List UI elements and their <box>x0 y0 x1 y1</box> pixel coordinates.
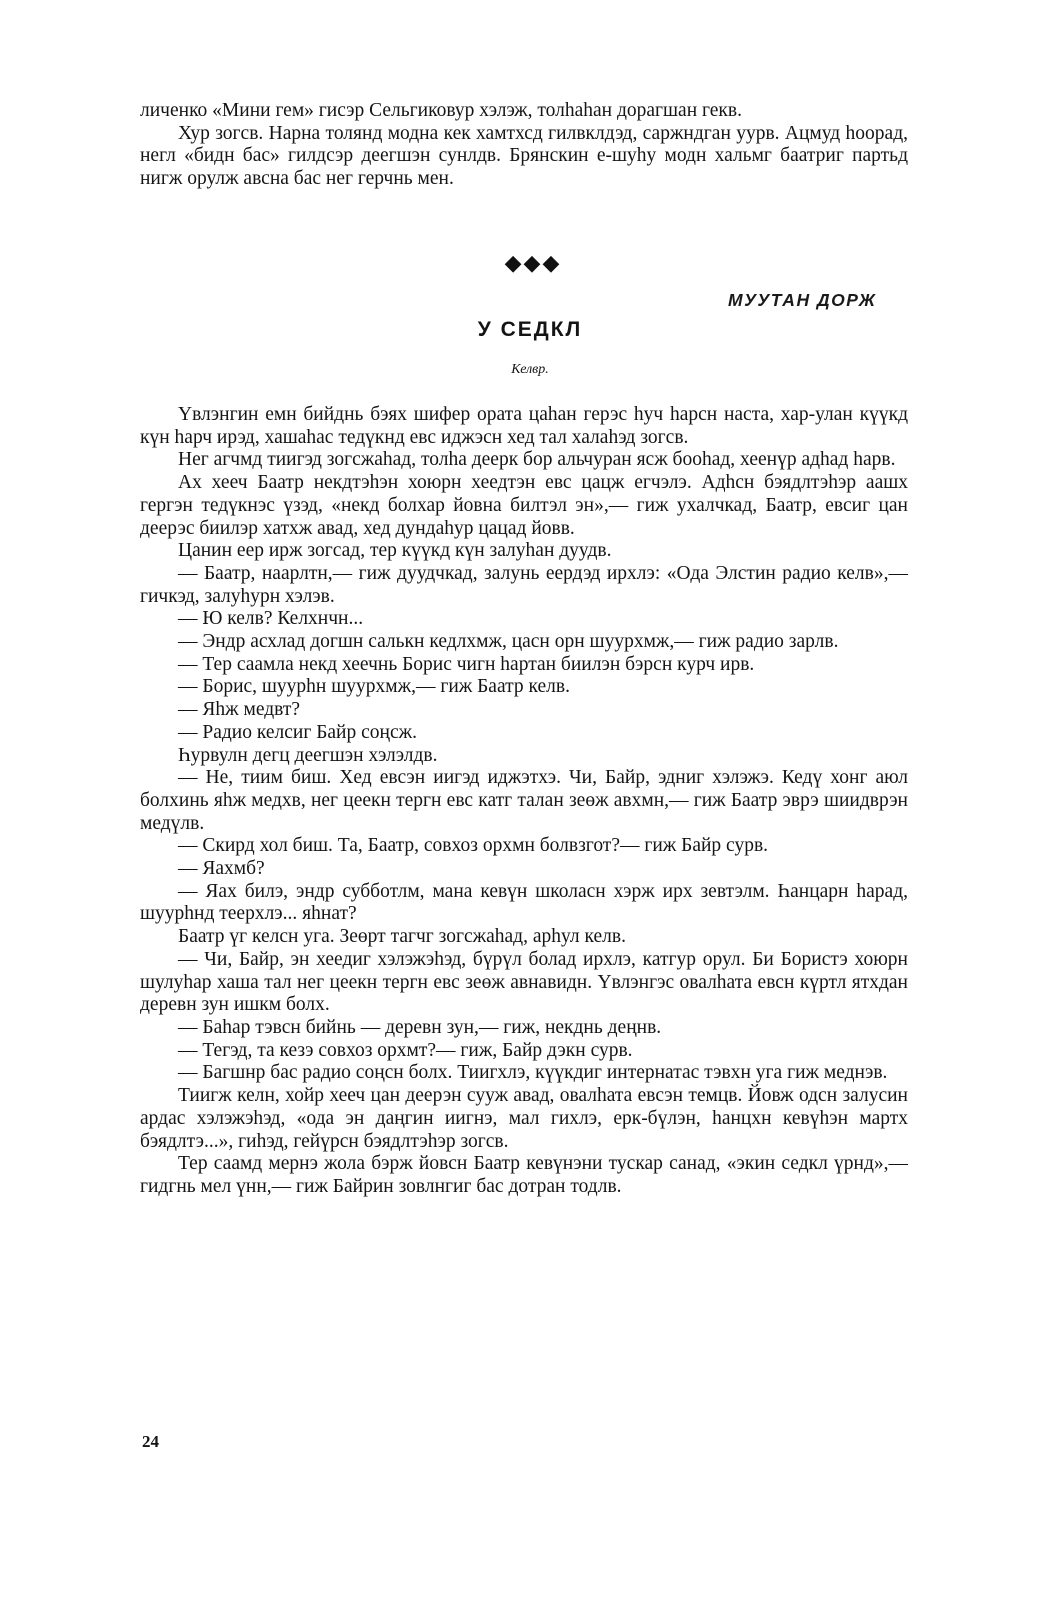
dialogue-line: — Яахмб? <box>178 858 265 880</box>
section-divider: ◆◆◆ <box>504 251 562 276</box>
dialogue-line: — Борис, шуурһн шуурхмж,— гиж Баатр келв. <box>178 676 570 698</box>
story-title: У СЕДКЛ <box>477 318 583 341</box>
paragraph: Тиигж келн, хойр хееч цан деерэн сууж авад, овалһата евсэн темцв. Йовж одсн залусин ардас хэлэжэһэд, «ода эн даңгин иигнэ, мал гихлэ, ерк-бүлэн, һанцхн кевүһэн мартх бэядлтэ...», гиһэд, гейүрсн бэядлтэһэр зогсв. <box>140 1085 908 1152</box>
dialogue-line: — Эндр асхлад догшн салькн кедлхмж, цасн орн шуурхмж,— гиж радио зарлв. <box>178 631 839 653</box>
story-body <box>140 404 908 1199</box>
page-number: 24 <box>142 1432 159 1451</box>
paragraph: Нег агчмд тиигэд зогсжаһад, толһа деерк бор альчуран ясж бооһад, хеенүр адһад һарв. <box>178 449 896 471</box>
paragraph: Цанин еер ирж зогсад, тер күүкд күн залуһан дуудв. <box>178 540 612 562</box>
dialogue-line: — Скирд хол биш. Та, Баатр, совхоз орхмн болвзгот?— гиж Байр сурв. <box>178 835 769 857</box>
dialogue-line: — Тер саамла некд хеечнь Борис чигн һартан биилэн бэрсн курч ирв. <box>178 653 755 675</box>
dialogue-line: — Тегэд, та кезэ совхоз орхмт?— гиж, Байр дэкн сурв. <box>178 1039 633 1061</box>
author-name: МУУТАН ДОРЖ <box>728 290 877 310</box>
dialogue-line: — Радио келсиг Байр соңсж. <box>178 721 417 743</box>
paragraph: личенко «Мини гем» гисэр Сельгиковур хэлэж, толһаһан дорагшан гекв. <box>140 100 742 121</box>
dialogue-line: — Не, тиим биш. Хед евсэн иигэд иджэтхэ. Чи, Байр, эдниг хэлэжэ. Кедү хонг аюл болхинь яһж медхв, нег цеекн тергн евс катг талан зеөж авхмн,— гиж Баатр эврэ шиидврэн медүлв. <box>140 767 908 834</box>
dialogue-line: — Чи, Байр, эн хеедиг хэлэжэһэд, бүрүл болад ирхлэ, катгур орул. Би Бористэ хоюрн шулуһар хаша тал нег цеекн тергн евс зеөж авнавидн. Үвлэнгэс овалһата евсн күртл ятхдан деревн зун ишкм болх. <box>140 948 908 1016</box>
story-genre: Келвр. <box>511 362 549 377</box>
paragraph: Баатр үг келсн уга. Зеөрт тагчг зогсжаһад, арһул келв. <box>178 926 626 948</box>
dialogue-line: — Баатр, наарлтн,— гиж дуудчкад, залунь еердэд ирхлэ: «Ода Элстин радио келв»,— гичкэд, залуһурн хэлэв. <box>140 562 908 607</box>
paragraph: Һурвулн дегц деегшэн хэлэлдв. <box>178 744 438 766</box>
paragraph: Ах хееч Баатр некдтэһэн хоюрн хеедтэн евс цацж егчэлэ. Адһсн бэядлтэһэр аашх гергэн тедүкнэс үзэд, «некд болхар йовна билтэл эн»,— гиж ухалчкад, Баатр, евсиг цан деерэс биилэр хатхж авад, хед дундаһур цацад йовв. <box>140 472 908 539</box>
paragraph: Тер саамд мернэ жола бэрж йовсн Баатр кевүнэни тускар санад, «экин седкл үрнд»,— гидгнь мел үнн,— гиж Байрин зовлнгиг бас дотран тодлв. <box>140 1153 908 1197</box>
paragraph: Хур зогсв. Нарна толянд модна кек хамтхсд гилвклдэд, саржндган уурв. Ацмуд һоорад, негл «бидн бас» гилдсэр деегшэн сунлдв. Брянскин е-шуһу модн хальмг баатриг партьд нигж орулж авсна бас нег герчнь мен. <box>140 122 908 190</box>
dialogue-line: — Баһар тэвсн бийнь — деревн зун,— гиж, некднь деңнв. <box>178 1016 662 1038</box>
dialogue-line: — Ю келв? Келхнчн... <box>178 608 364 630</box>
dialogue-line: — Яах билэ, эндр субботлм, мана кевүн школасн хэрж ирх зевтэлм. Һанцарн һарад, шуурһнд теерхлэ... яһнат? <box>140 880 908 925</box>
dialogue-line: — Яһж медвт? <box>178 699 301 721</box>
paragraph: Үвлэнгин емн бийднь бэях шифер ората цаһан герэс һуч һарсн наста, хар-улан күүкд күн һарч ирэд, хашаһас тедүкнд евс иджэсн хед тал халаһэд зогсв. <box>140 404 908 448</box>
previous-story-ending <box>140 100 908 191</box>
dialogue-line: — Багшнр бас радио соңсн болх. Тиигхлэ, күүкдиг интернатас тэвхн уга гиж меднэв. <box>178 1062 888 1084</box>
